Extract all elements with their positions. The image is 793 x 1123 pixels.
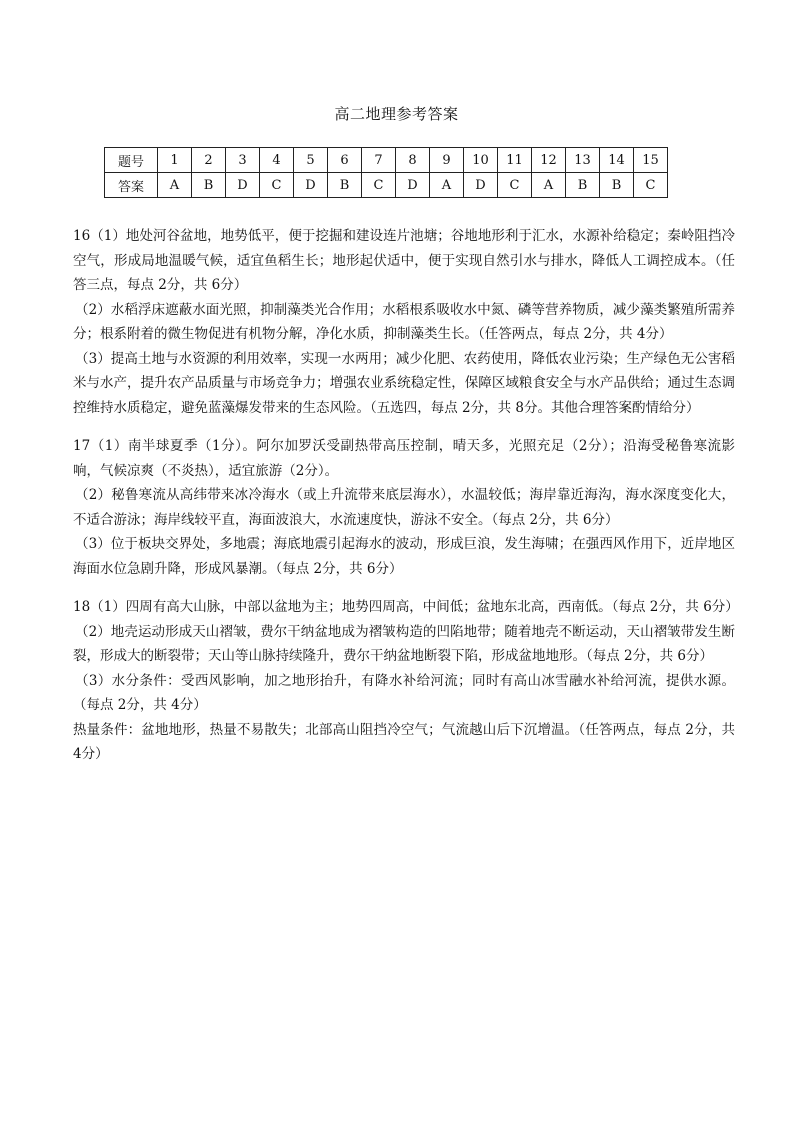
question-number: 4 [260,148,294,173]
q17-part3: （3）位于板块交界处，多地震；海底地震引起海水的波动，形成巨浪，发生海啸；在强西风作用下，近岸地区海面水位急剧升降，形成风暴潮。（每点 2分，共 6分） [73,536,735,577]
answer-cell: C [634,173,668,198]
answer-cell: D [226,173,260,198]
q17-part2: （2）秘鲁寒流从高纬带来冰冷海水（或上升流带来底层海水），水温较低；海岸靠近海沟，海水深度变化大，不适合游泳；海岸线较平直，海面波浪大，水流速度快，游泳不安全。（每点 2分，共 6分） [73,487,735,528]
answer-cell: B [192,173,226,198]
question-number: 11 [498,148,532,173]
answer-cell: A [158,173,192,198]
question-number: 6 [328,148,362,173]
answer-cell: D [294,173,328,198]
q18-part1: 18（1）四周有高大山脉，中部以盆地为主；地势四周高，中间低；盆地东北高，西南低。（每点 2分，共 6分） [73,599,739,615]
answer-row [105,173,668,198]
answer-table [104,147,668,198]
q18-part3: （3）水分条件：受西风影响，加之地形抬升，有降水补给河流；同时有高山冰雪融水补给河流，提供水源。（每点 2分，共 4分） [73,672,735,713]
question-number-row [105,148,668,173]
question-number: 9 [430,148,464,173]
section-gap [73,420,735,434]
row-header-answer: 答案 [105,173,158,198]
answer-cell: C [498,173,532,198]
q16-part3: （3）提高土地与水资源的利用效率，实现一水两用；减少化肥、农药使用，降低农业污染；生产绿色无公害稻米与水产，提升农产品质量与市场竞争力；增强农业系统稳定性，保障区域粮食安全与水产品供给；通过生态调控维持水质稳定，避免蓝藻爆发带来的生态风险。（五选四，每点 2分，共 8分。其他合理答案酌情给分） [73,350,735,416]
question-18-answer [73,595,739,767]
q16-part2: （2）水稻浮床遮蔽水面光照，抑制藻类光合作用；水稻根系吸收水中氮、磷等营养物质，减少藻类繁殖所需养分；根系附着的微生物促进有机物分解，净化水质，抑制藻类生长。（任答两点，每点 2分，共 4分） [73,301,735,342]
question-number: 7 [362,148,396,173]
row-header-number: 题号 [105,148,158,173]
question-number: 5 [294,148,328,173]
answer-cell: A [430,173,464,198]
answer-cell: B [600,173,634,198]
question-number: 1 [158,148,192,173]
question-number: 2 [192,148,226,173]
question-16-answer [73,224,735,420]
question-number: 13 [566,148,600,173]
answer-cell: D [464,173,498,198]
question-number: 10 [464,148,498,173]
answer-cell: B [328,173,362,198]
question-number: 8 [396,148,430,173]
answer-cell: C [260,173,294,198]
section-gap [73,581,735,595]
question-number: 14 [600,148,634,173]
q18-part4: 热量条件：盆地地形，热量不易散失；北部高山阻挡冷空气；气流越山后下沉增温。（任答两点，每点 2分，共 4分） [73,721,735,762]
q17-part1: 17（1）南半球夏季（1分）。阿尔加罗沃受副热带高压控制，晴天多，光照充足（2分）；沿海受秘鲁寒流影响，气候凉爽（不炎热），适宜旅游（2分）。 [73,438,735,479]
question-number: 15 [634,148,668,173]
q18-part2: （2）地壳运动形成天山褶皱，费尔干纳盆地成为褶皱构造的凹陷地带；随着地壳不断运动，天山褶皱带发生断裂，形成大的断裂带；天山等山脉持续隆升，费尔干纳盆地断裂下陷，形成盆地地形。（每点 2分，共 6分） [73,623,735,664]
answer-cell: B [566,173,600,198]
answer-cell: C [362,173,396,198]
question-number: 3 [226,148,260,173]
q16-part1: 16（1）地处河谷盆地，地势低平，便于挖掘和建设连片池塘；谷地地形利于汇水，水源补给稳定；秦岭阻挡冷空气，形成局地温暖气候，适宜鱼稻生长；地形起伏适中，便于实现自然引水与排水，降低人工调控成本。（任答三点，每点 2分，共 6分） [73,228,735,293]
question-number: 12 [532,148,566,173]
answer-content [73,224,739,767]
answer-cell: A [532,173,566,198]
answer-cell: D [396,173,430,198]
page-title: 高二地理参考答案 [334,105,459,123]
question-17-answer [73,434,735,581]
